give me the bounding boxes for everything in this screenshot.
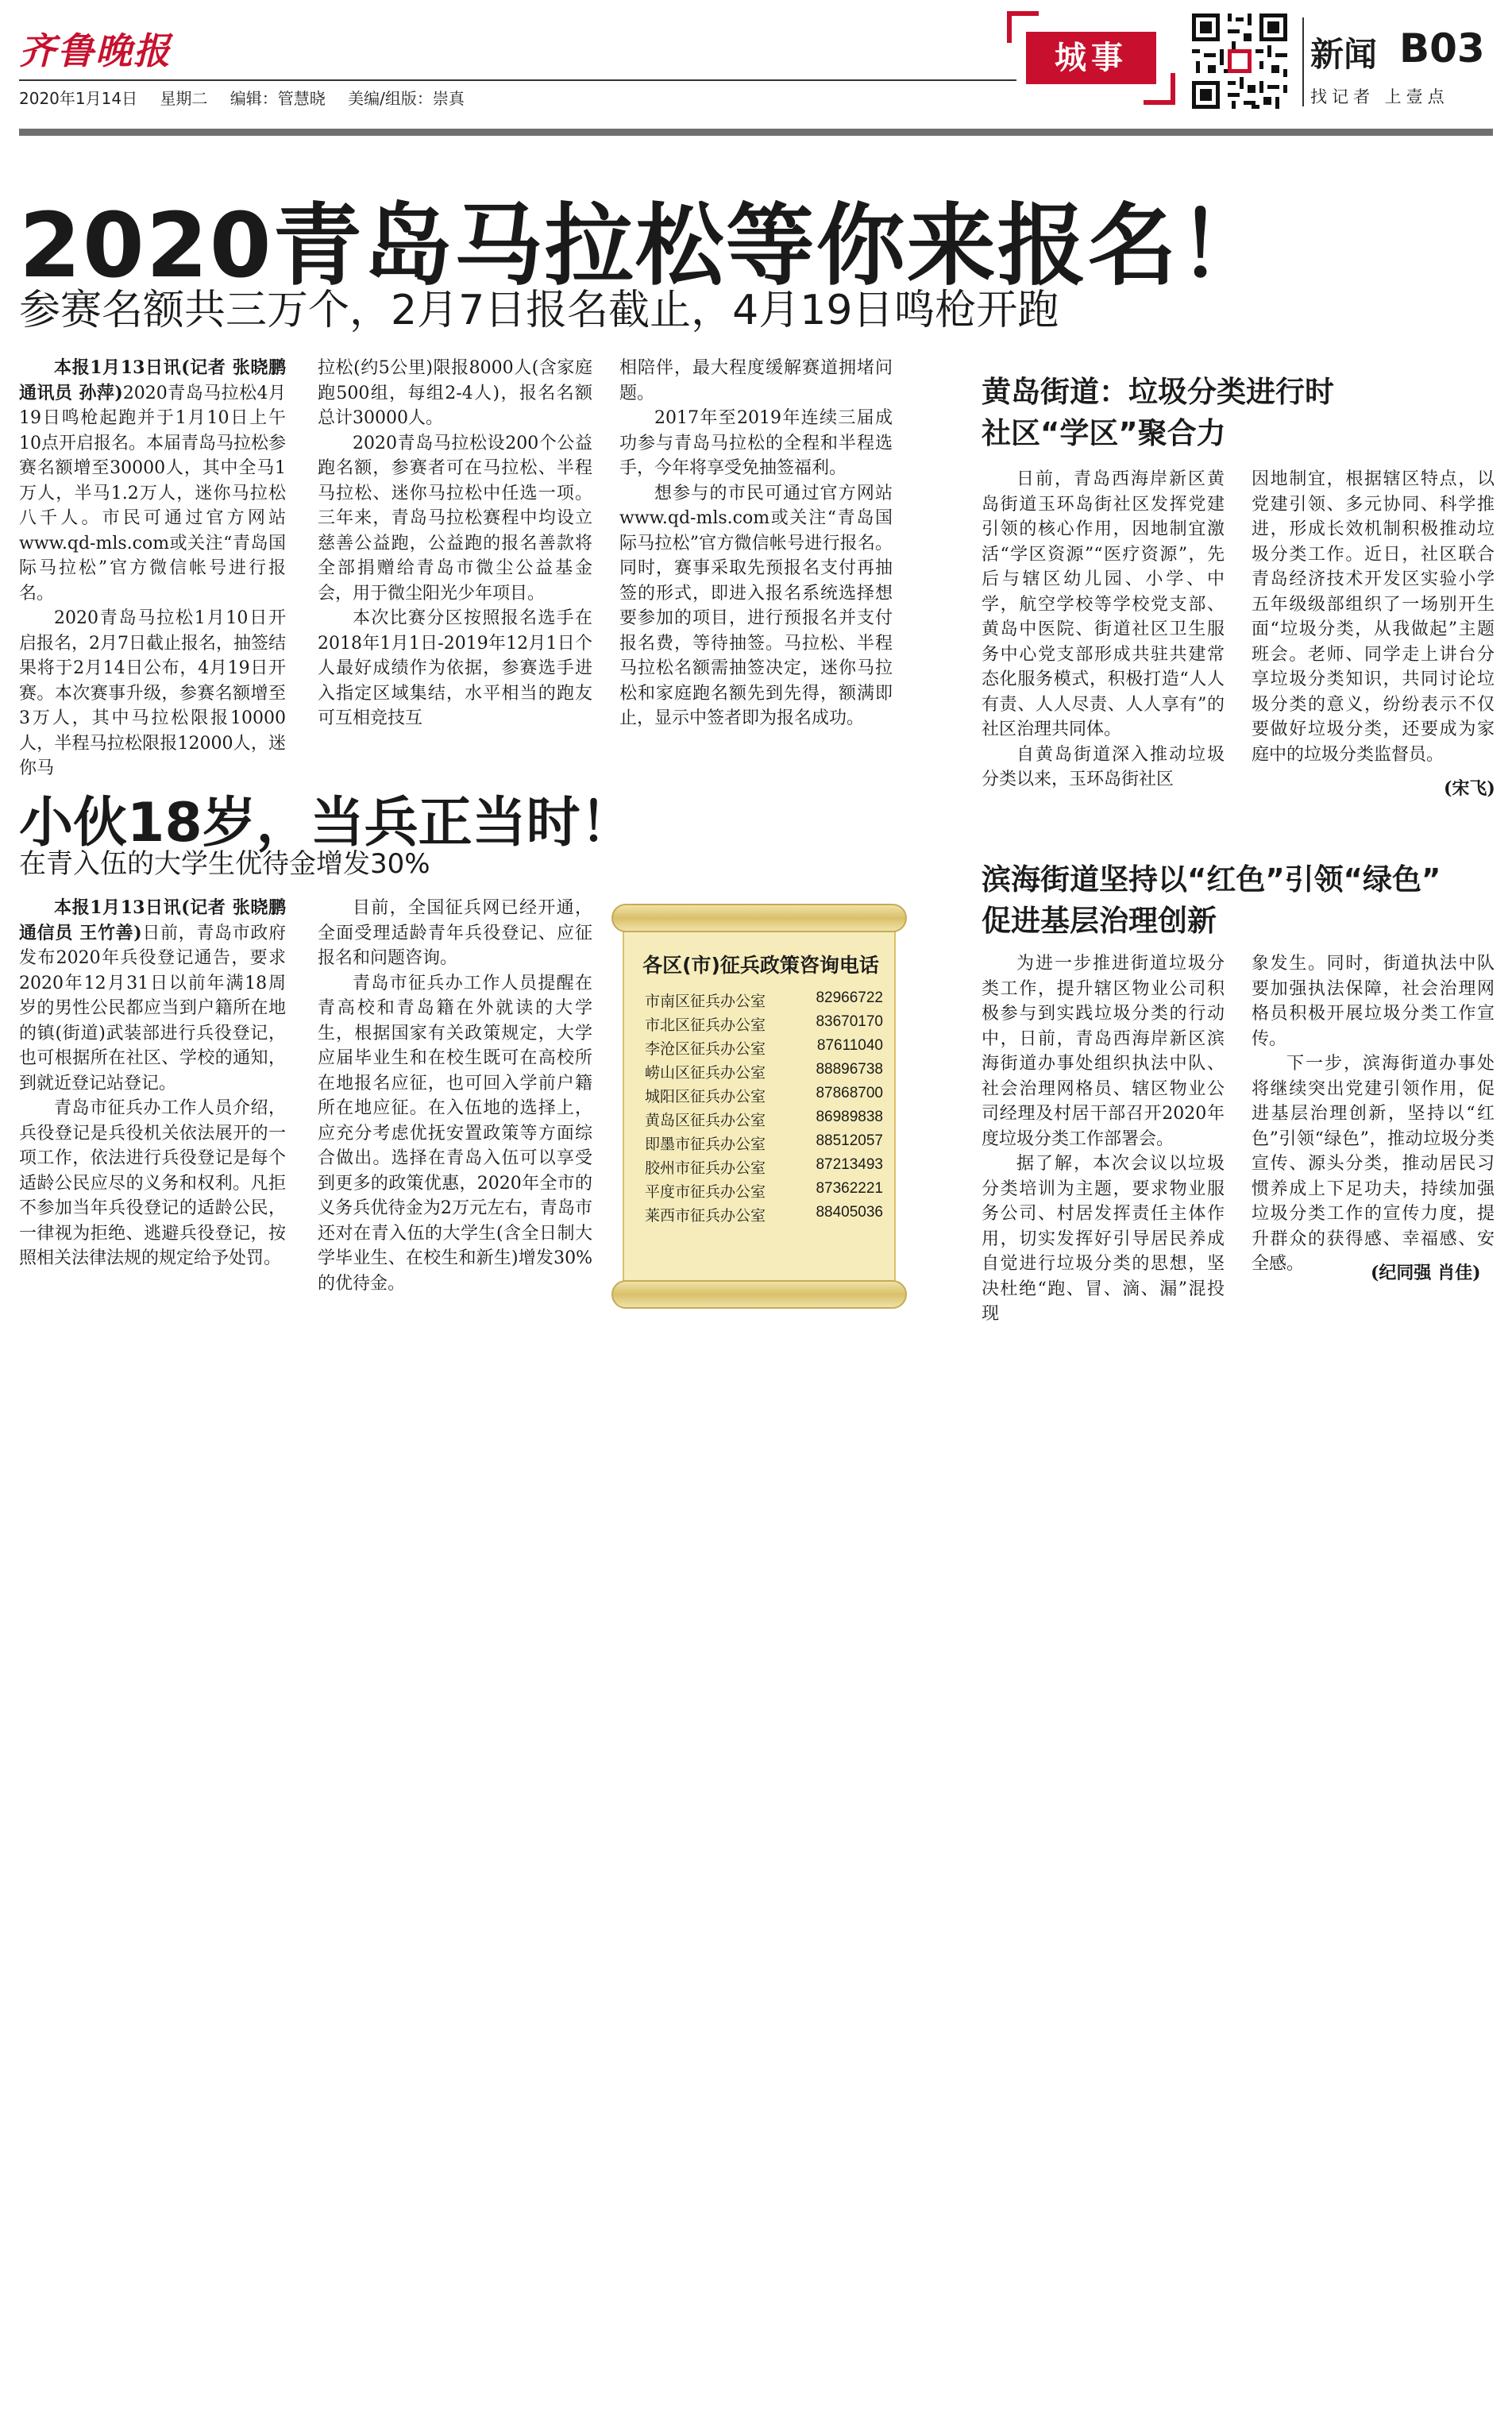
hotline-row	[645, 1037, 883, 1061]
dateline	[19, 86, 482, 109]
newspaper-logo: 齐鲁晚报	[19, 29, 172, 72]
hotline-office-name: 莱西市征兵办公室	[645, 1207, 766, 1225]
story1-paragraph: 2020青岛马拉松4月19日鸣枪起跑并于1月10日上午10点开启报名。本届青岛马拉松参赛名额增至30000人，其中全马1万人，半马1.2万人，迷你马拉松八千人。市民可通过官方网站www.qd-mls.com或关注“青岛国际马拉松”官方微信帐号进行报名。	[19, 383, 286, 604]
hotline-phone-number: 88405036	[816, 1204, 883, 1221]
story4-paragraph: 象发生。同时，街道执法中队要加强执法保障，社会治理网格员积极开展垃圾分类工作宣传。	[1252, 954, 1495, 1049]
hotline-phone-number: 87213493	[816, 1156, 883, 1173]
story4-byline: (纪同强 肖佳)	[1371, 1263, 1481, 1283]
hotline-row	[645, 1109, 883, 1132]
story1-paragraph: 本次比赛分区按照报名选手在2018年1月1日-2019年12月1日个人最好成绩作为依据，参赛选手进入指定区域集结，水平相当的跑友可互相竞技互	[318, 608, 592, 728]
section-tag-frame	[1007, 11, 1175, 105]
story1-paragraph: 拉松(约5公里)限报8000人(含家庭跑500组，每组2-4人)，报名名额总计30000人。	[318, 358, 592, 428]
story1-paragraph: 2020青岛马拉松1月10日开启报名，2月7日截止报名，抽签结果将于2月14日公布，4月19日开赛。本次赛事升级，参赛名额增至3万人，其中马拉松限报10000人，半程马拉松限报12000人，迷你马	[19, 608, 286, 778]
story4-column-1	[982, 951, 1225, 1327]
story2-lead: 本报1月13日讯(记者 张晓鹏 通信员 王竹善)	[19, 897, 286, 943]
issue-date: 2020年1月14日	[19, 89, 138, 108]
designer-credit: 美编/组版：崇真	[348, 89, 465, 108]
hotline-phone-number: 87362221	[816, 1180, 883, 1197]
story3-column-2	[1252, 467, 1495, 767]
story4-paragraph: 为进一步推进街道垃圾分类工作，提升辖区物业公司积极参与到实践垃圾分类的行动中，日前，青岛西海岸新区滨海街道办事处组织执法中队、社会治理网格员、辖区物业公司经理及村居干部召开2020年度垃圾分类工作部署会。	[982, 954, 1225, 1149]
scroll-bottom-rod	[611, 1280, 907, 1309]
masthead-divider	[1302, 17, 1304, 106]
masthead	[0, 0, 1512, 139]
hotline-office-name: 即墨市征兵办公室	[645, 1136, 766, 1153]
story2-headline: 小伙18岁，当兵正当时！	[19, 792, 634, 854]
section-tag: 城事	[1026, 32, 1156, 84]
story2-paragraph: 日前，青岛市政府发布2020年兵役登记通告，要求2020年12月31日以前年满18周岁的男性公民都应当到户籍所在地的镇(街道)武装部进行兵役登记，也可根据所在社区、学校的通知，到就近登记站登记。	[19, 923, 286, 1094]
recruit-hotline-scroll	[611, 904, 907, 1309]
hotline-row	[645, 1204, 883, 1228]
story2-column-2	[318, 896, 592, 1296]
hotline-office-name: 城阳区征兵办公室	[645, 1088, 766, 1105]
story1-paragraph: 想参与的市民可通过官方网站www.qd-mls.com或关注“青岛国际马拉松”官方微信帐号进行报名。同时，赛事采取先预报名支付再抽签的形式，即进入报名系统选择想要参加的项目，进行预报名并支付报名费，等待抽签。马拉松、半程马拉松名额需抽签决定，迷你马拉松和家庭跑名额先到先得，额满即止，显示中签者即为报名成功。	[619, 483, 893, 728]
hotline-office-name: 李沧区征兵办公室	[645, 1040, 766, 1058]
hotline-row	[645, 1180, 883, 1204]
page-slogan: 找记者 上壹点	[1310, 87, 1449, 106]
story4-headline	[982, 859, 1441, 942]
hotline-list	[645, 989, 883, 1228]
story1-column-1	[19, 356, 286, 781]
hotline-row	[645, 1061, 883, 1085]
hotline-row	[645, 1013, 883, 1037]
scroll-top-rod	[611, 904, 907, 932]
hotline-office-name: 平度市征兵办公室	[645, 1183, 766, 1201]
story1-paragraph: 相陪伴，最大程度缓解赛道拥堵问题。	[619, 358, 893, 403]
story1-paragraph: 2020青岛马拉松设200个公益跑名额，参赛者可在马拉松、半程马拉松、迷你马拉松中任选一项。三年来，青岛马拉松赛程中均设立慈善公益跑，公益跑的报名善款将全部捐赠给青岛市微尘公益基金会，用于微尘阳光少年项目。	[318, 433, 592, 604]
story3-byline: (宋飞)	[1444, 778, 1495, 799]
masthead-thick-rule	[19, 129, 1493, 136]
hotline-office-name: 市北区征兵办公室	[645, 1016, 766, 1034]
story3-paragraph: 因地制宜，根据辖区特点，以党建引领、多元协同、科学推进，形成长效机制积极推动垃圾分类工作。近日，社区联合青岛经济技术开发区实验小学五年级级部组织了一场别开生面“垃圾分类，从我做起”主题班会。老师、同学走上讲台分享垃圾分类知识，共同讨论垃圾分类的意义，纷纷表示不仅要做好垃圾分类，还要成为家庭中的垃圾分类监督员。	[1252, 469, 1495, 765]
hotline-office-name: 崂山区征兵办公室	[645, 1064, 766, 1082]
hotline-row	[645, 989, 883, 1013]
hotline-phone-number: 86989838	[816, 1109, 883, 1125]
story4-column-2	[1252, 951, 1495, 1277]
page-kind: 新闻	[1310, 35, 1378, 74]
story2-paragraph: 目前，全国征兵网已经开通，全面受理适龄青年兵役登记、应征报名和问题咨询。	[318, 898, 592, 968]
story4-headline-line2: 促进基层治理创新	[982, 904, 1217, 938]
story1-lead: 本报1月13日讯(记者 张晓鹏 通讯员 孙萍)	[19, 357, 286, 403]
scroll-paper	[623, 926, 896, 1285]
story1-subheadline: 参赛名额共三万个，2月7日报名截止，4月19日鸣枪开跑	[19, 287, 1059, 334]
hotline-phone-number: 87868700	[816, 1085, 883, 1101]
hotline-phone-number: 88512057	[816, 1132, 883, 1149]
story3-headline	[982, 372, 1334, 454]
story3-headline-line1: 黄岛街道：垃圾分类进行时	[982, 375, 1334, 409]
story4-paragraph: 据了解，本次会议以垃圾分类培训为主题，要求物业服务公司、村居发挥责任主体作用，切实发挥好引导居民养成自觉进行垃圾分类的思想，坚决杜绝“跑、冒、滴、漏”混投现	[982, 1154, 1225, 1324]
story3-headline-line2: 社区“学区”聚合力	[982, 416, 1226, 450]
story2-subheadline: 在青入伍的大学生优待金增发30%	[19, 848, 430, 880]
story1-paragraph: 2017年至2019年连续三届成功参与青岛马拉松的全程和半程选手，今年将享受免抽签福利。	[619, 408, 893, 478]
qr-code-icon[interactable]	[1188, 10, 1291, 113]
hotline-row	[645, 1132, 883, 1156]
story1-headline: 2020青岛马拉松等你来报名！	[19, 195, 1269, 298]
hotline-row	[645, 1156, 883, 1180]
scroll-title: 各区(市)征兵政策咨询电话	[642, 954, 879, 977]
hotline-phone-number: 83670170	[816, 1013, 883, 1030]
story4-headline-line1: 滨海街道坚持以“红色”引领“绿色”	[982, 862, 1441, 897]
hotline-phone-number: 88896738	[816, 1061, 883, 1078]
hotline-office-name: 黄岛区征兵办公室	[645, 1112, 766, 1129]
story1-column-2	[318, 356, 592, 731]
story3-paragraph: 自黄岛街道深入推动垃圾分类以来，玉环岛街社区	[982, 744, 1225, 789]
story2-paragraph: 青岛市征兵办工作人员介绍，兵役登记是兵役机关依法展开的一项工作，依法进行兵役登记是每个适龄公民应尽的义务和权利。凡拒不参加当年兵役登记的适龄公民，一律视为拒绝、逃避兵役登记，按照相关法律法规的规定给予处罚。	[19, 1098, 286, 1268]
story2-paragraph: 青岛市征兵办工作人员提醒在青高校和青岛籍在外就读的大学生，根据国家有关政策规定，大学应届毕业生和在校生既可在高校所在地报名应征，也可回入学前户籍所在地应征。在入伍地的选择上，应充分考虑优抚安置政策等方面综合做出。选择在青岛入伍可以享受到更多的政策优惠，2020年全市的义务兵优待金为2万元左右，青岛市还对在青入伍的大学生(含全日制大学毕业生、在校生和新生)增发30%的优待金。	[318, 973, 592, 1294]
story4-paragraph: 下一步，滨海街道办事处将继续突出党建引领作用，促进基层治理创新，坚持以“红色”引领“绿色”，推动垃圾分类宣传、源头分类，推动居民习惯养成上下足功夫，持续加强垃圾分类工作的宣传力度，提升群众的获得感、幸福感、安全感。	[1252, 1054, 1495, 1274]
page-number: B03	[1399, 25, 1485, 71]
editor-credit: 编辑：管慧晓	[230, 89, 326, 108]
story1-column-3	[619, 356, 893, 731]
story3-column-1	[982, 467, 1225, 793]
hotline-row	[645, 1085, 883, 1109]
hotline-office-name: 市南区征兵办公室	[645, 993, 766, 1010]
story3-paragraph: 日前，青岛西海岸新区黄岛街道玉环岛街社区发挥党建引领的核心作用，因地制宜激活“学区资源”“医疗资源”，先后与辖区幼儿园、小学、中学，航空学校等学校党支部、黄岛中医院、街道社区卫生服务中心党支部形成共驻共建常态化服务模式，积极打造“人人有责、人人尽责、人人享有”的社区治理共同体。	[982, 469, 1225, 739]
masthead-rule	[19, 79, 1016, 81]
hotline-office-name: 胶州市征兵办公室	[645, 1159, 766, 1177]
issue-weekday: 星期二	[160, 89, 208, 108]
story2-column-1	[19, 896, 286, 1271]
hotline-phone-number: 87611040	[816, 1037, 883, 1054]
hotline-phone-number: 82966722	[816, 989, 883, 1006]
